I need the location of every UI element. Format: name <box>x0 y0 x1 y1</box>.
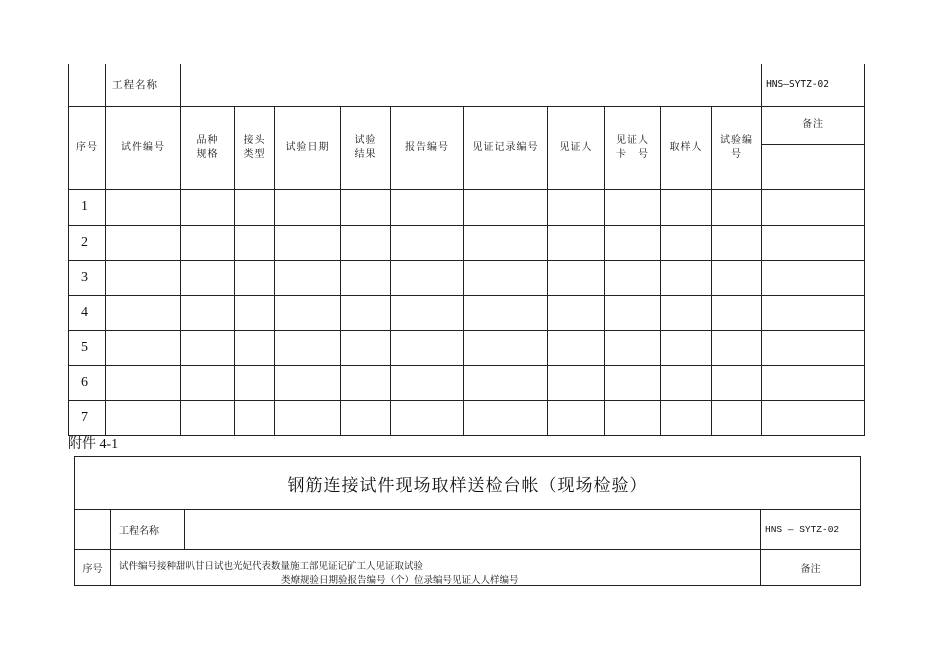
table-row <box>69 260 865 295</box>
table-row <box>69 225 865 260</box>
document-title: 钢筋连接试件现场取样送检台帐（现场检验） <box>75 457 861 510</box>
row-number: 2 <box>69 225 106 260</box>
garbled-header-line1: 试件编号接种甜叭甘日试也光妃代表数量施工部见证记矿工人见证取试验 <box>119 560 424 572</box>
header-row-2 <box>75 550 861 586</box>
garbled-header-cell <box>111 550 761 586</box>
row-number: 6 <box>69 365 106 400</box>
header-witness-record-no: 见证记录编号 <box>464 106 548 189</box>
project-name-label-2: 工程名称 <box>111 510 185 550</box>
row-number: 3 <box>69 260 106 295</box>
row-number: 5 <box>69 330 106 365</box>
sample-ledger-table <box>68 64 865 436</box>
doc-code-2: HNS — SYTZ-02 <box>761 510 861 550</box>
header-cell <box>69 106 106 189</box>
project-row <box>69 64 865 106</box>
header-report-no: 报告编号 <box>391 106 464 189</box>
header-cell <box>106 106 181 189</box>
header-sample-no: 试件编号 <box>121 141 165 153</box>
header-witness: 见证人 <box>548 106 605 189</box>
table-row <box>69 400 865 435</box>
blank-cell <box>69 64 106 106</box>
header-sampler: 取样人 <box>661 106 712 189</box>
project-name-label: 工程名称 <box>106 64 181 106</box>
header-witness-card-no: 见证人 卡 号 <box>605 106 661 189</box>
row-number: 7 <box>69 400 106 435</box>
table-row <box>69 365 865 400</box>
header-variety-spec: 品种 规格 <box>181 106 235 189</box>
header-joint-type: 接头 类型 <box>235 106 275 189</box>
header-test-no: 试验编 号 <box>712 106 762 189</box>
table-row <box>69 189 865 225</box>
project-name-value-2[interactable] <box>185 510 761 550</box>
garbled-header-line2: 类燎规验日期验报告编号（个）位录编号见证人人样编号 <box>281 574 519 586</box>
header-remarks: 备注 <box>762 106 865 144</box>
table-row <box>69 330 865 365</box>
row-number: 1 <box>69 189 106 225</box>
seq-label: 序号 <box>75 550 111 586</box>
doc-code: HNS—SYTZ-02 <box>762 64 865 106</box>
project-row-2 <box>75 510 861 550</box>
remarks-label-2: 备注 <box>761 550 861 586</box>
table-row <box>69 295 865 330</box>
header-test-date: 试验日期 <box>275 106 341 189</box>
annex-label: 附件 4-1 <box>68 437 119 452</box>
row-number: 4 <box>69 295 106 330</box>
remarks-sub-cell <box>762 144 865 189</box>
header-seq: 序号 <box>76 141 98 153</box>
project-name-value[interactable] <box>181 64 762 106</box>
blank-cell <box>75 510 111 550</box>
header-row <box>69 106 865 144</box>
ledger-title-table <box>74 456 861 586</box>
header-test-result: 试验 结果 <box>341 106 391 189</box>
title-row <box>75 457 861 510</box>
